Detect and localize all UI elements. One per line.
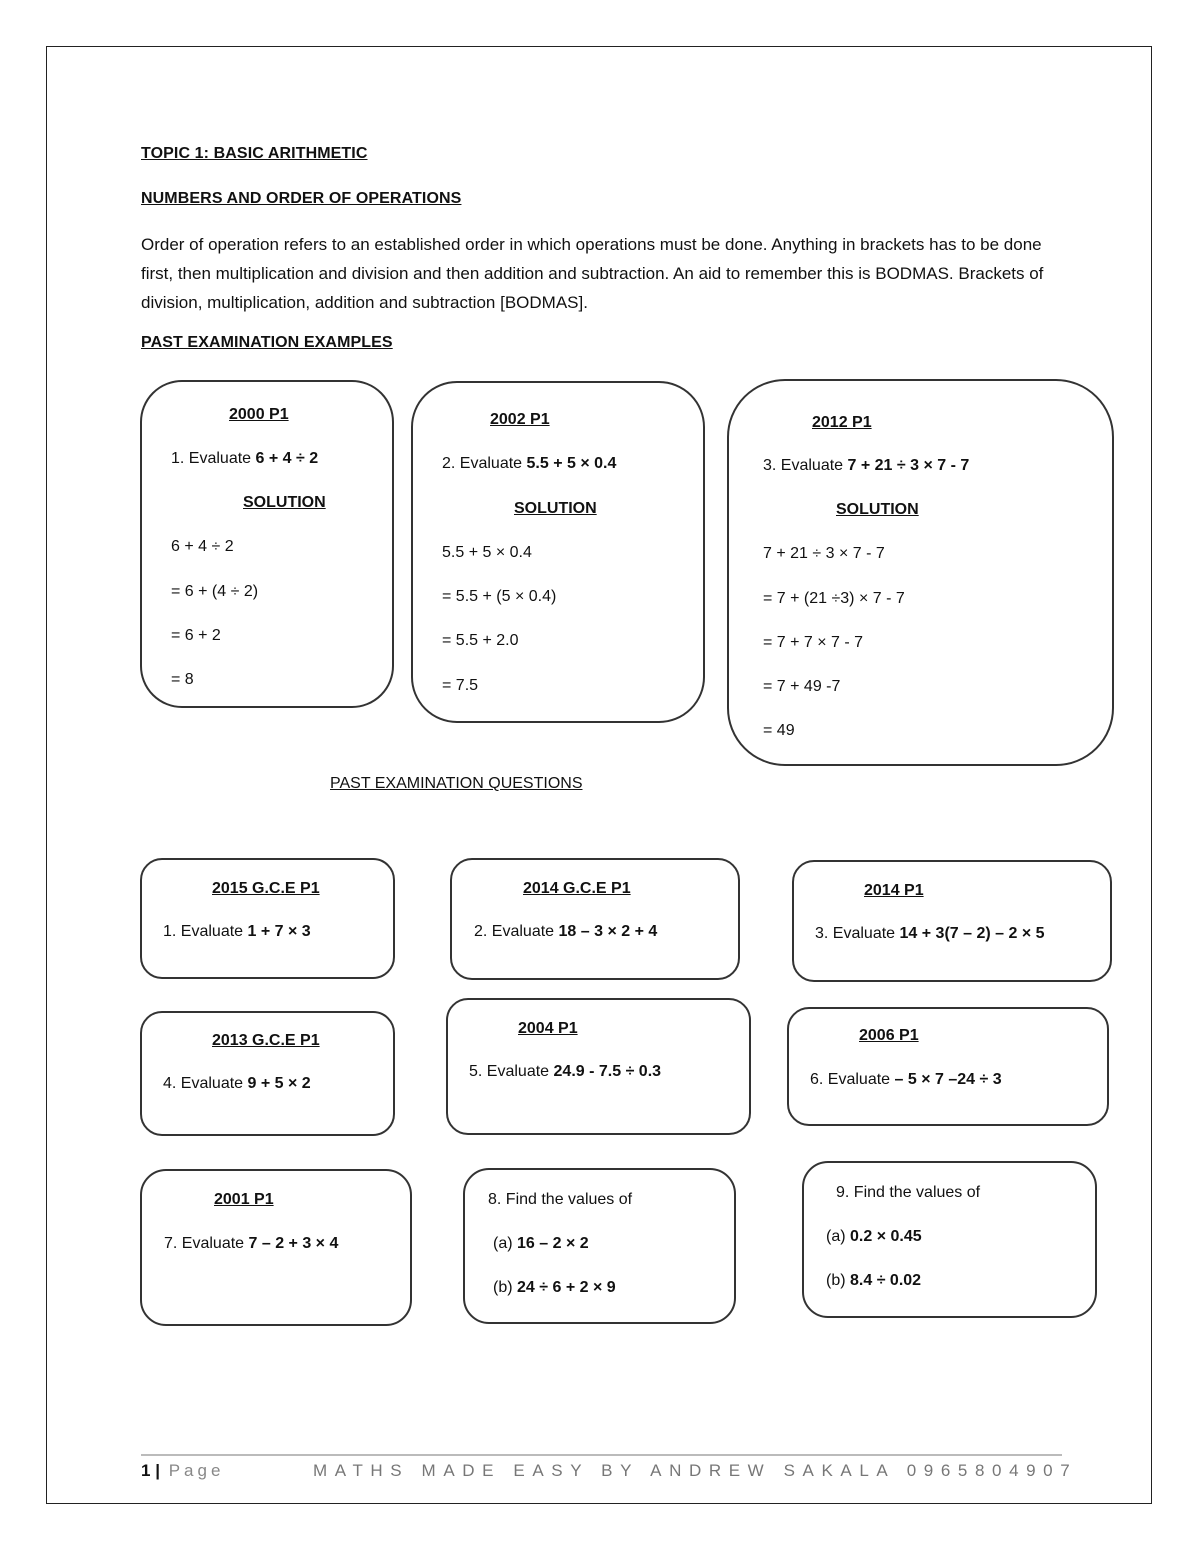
solution-step: = 6 + (4 ÷ 2) xyxy=(171,583,259,600)
solution-label: SOLUTION xyxy=(514,500,597,517)
question-text: 7. Evaluate 7 – 2 + 3 × 4 xyxy=(164,1235,339,1252)
solution-step: = 5.5 + 2.0 xyxy=(442,632,519,649)
questions-heading: PAST EXAMINATION QUESTIONS xyxy=(330,775,583,792)
question-card-4 xyxy=(140,1011,395,1136)
question-text: 2. Evaluate 18 – 3 × 2 + 4 xyxy=(474,923,658,940)
question-part-b: (b) 8.4 ÷ 0.02 xyxy=(826,1272,922,1289)
solution-step: = 6 + 2 xyxy=(171,627,221,644)
solution-step: 5.5 + 5 × 0.4 xyxy=(442,544,532,561)
solution-step: = 49 xyxy=(763,722,795,739)
examples-heading: PAST EXAMINATION EXAMPLES xyxy=(141,334,393,351)
question-year: 2013 G.C.E P1 xyxy=(212,1032,320,1049)
solution-step: = 5.5 + (5 × 0.4) xyxy=(442,588,557,605)
example-year: 2002 P1 xyxy=(490,411,550,428)
question-card-1 xyxy=(140,858,395,979)
question-card-2 xyxy=(450,858,740,980)
example-year: 2000 P1 xyxy=(229,406,289,423)
example-question: 3. Evaluate 7 + 21 ÷ 3 × 7 - 7 xyxy=(763,457,970,474)
question-card-5 xyxy=(446,998,751,1135)
question-text: 8. Find the values of xyxy=(488,1191,633,1208)
solution-label: SOLUTION xyxy=(243,494,326,511)
intro-paragraph: Order of operation refers to an established order in which operations must be done. Anything in brackets has to be done first, then multiplication and division and then addition and subtraction. An aid to remember this is BODMAS. Brackets of division, multiplication, addition and subtraction [BODMAS]. xyxy=(141,235,1044,312)
solution-step: = 7.5 xyxy=(442,677,479,694)
question-year: 2015 G.C.E P1 xyxy=(212,880,320,897)
example-question: 1. Evaluate 6 + 4 ÷ 2 xyxy=(171,450,319,467)
question-year: 2014 G.C.E P1 xyxy=(523,880,631,897)
example-card-2002 xyxy=(411,381,705,723)
solution-step: = 7 + (21 ÷3) × 7 - 7 xyxy=(763,590,905,607)
question-card-8 xyxy=(463,1168,736,1324)
question-card-3 xyxy=(792,860,1112,982)
question-card-9 xyxy=(802,1161,1097,1318)
question-text: 4. Evaluate 9 + 5 × 2 xyxy=(163,1075,311,1092)
question-text: 1. Evaluate 1 + 7 × 3 xyxy=(163,923,311,940)
example-year: 2012 P1 xyxy=(812,414,872,431)
example-question: 2. Evaluate 5.5 + 5 × 0.4 xyxy=(442,455,617,472)
solution-step: = 7 + 7 × 7 - 7 xyxy=(763,634,864,651)
question-year: 2014 P1 xyxy=(864,882,924,899)
example-card-2000 xyxy=(140,380,394,708)
question-part-a: (a) 0.2 × 0.45 xyxy=(826,1228,922,1245)
page-footer xyxy=(141,1461,1078,1481)
question-year: 2006 P1 xyxy=(859,1027,919,1044)
question-year: 2004 P1 xyxy=(518,1020,578,1037)
solution-step: 6 + 4 ÷ 2 xyxy=(171,538,234,555)
footer-separator: | xyxy=(155,1461,160,1480)
question-card-7 xyxy=(140,1169,412,1326)
section-heading: NUMBERS AND ORDER OF OPERATIONS xyxy=(141,190,462,207)
question-text: 5. Evaluate 24.9 - 7.5 ÷ 0.3 xyxy=(469,1063,662,1080)
solution-step: = 8 xyxy=(171,671,194,688)
question-text: 3. Evaluate 14 + 3(7 – 2) – 2 × 5 xyxy=(815,925,1045,942)
page-number: 1 xyxy=(141,1461,151,1480)
footer-divider xyxy=(141,1454,1062,1456)
question-part-b: (b) 24 ÷ 6 + 2 × 9 xyxy=(493,1279,616,1296)
page-label: Page xyxy=(168,1461,225,1480)
question-part-a: (a) 16 – 2 × 2 xyxy=(493,1235,589,1252)
question-text: 9. Find the values of xyxy=(836,1184,981,1201)
solution-step: = 7 + 49 -7 xyxy=(763,678,841,695)
solution-label: SOLUTION xyxy=(836,501,919,518)
example-card-2012 xyxy=(727,379,1114,766)
question-text: 6. Evaluate – 5 × 7 –24 ÷ 3 xyxy=(810,1071,1002,1088)
footer-author: MATHS MADE EASY BY ANDREW SAKALA 0965804907 xyxy=(313,1461,1078,1480)
question-card-6 xyxy=(787,1007,1109,1126)
topic-heading: TOPIC 1: BASIC ARITHMETIC xyxy=(141,145,368,162)
question-year: 2001 P1 xyxy=(214,1191,274,1208)
solution-step: 7 + 21 ÷ 3 × 7 - 7 xyxy=(763,545,885,562)
